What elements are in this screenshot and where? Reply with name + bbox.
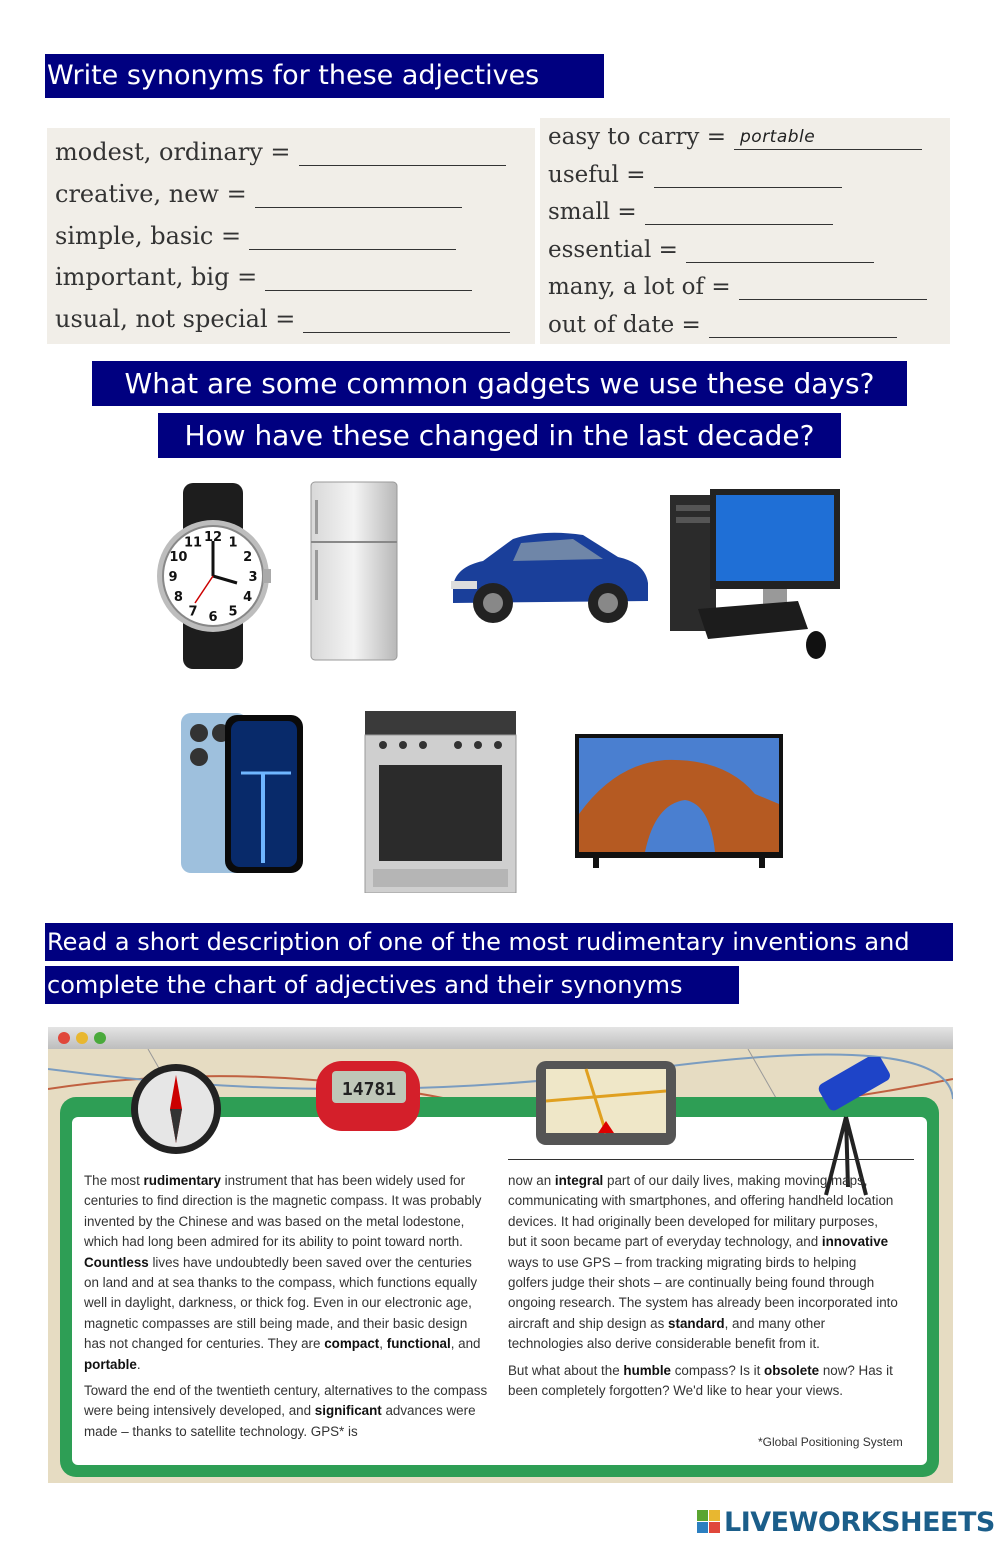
close-window-icon[interactable] [58, 1032, 70, 1044]
watch-numeral: 10 [169, 550, 188, 565]
article-column-left [84, 1171, 489, 1448]
minimize-window-icon[interactable] [76, 1032, 88, 1044]
watch-numeral: 5 [228, 604, 238, 620]
answer-input[interactable] [265, 268, 472, 290]
answer-blank[interactable] [265, 267, 472, 291]
answer-blank[interactable] [654, 164, 842, 188]
synonym-row: usual, not special = [55, 305, 510, 333]
synonym-row: useful = [548, 162, 842, 188]
article-paragraph: now an integral part of our daily lives, making moving maps, communicating with smartphones, and offering handheld location devices. It had originally been developed for military purposes, but it soon became part of everyday technology, and innovative ways to use GPS – from tracking migrating birds to helping golfers judge their shots – are continually being found through ongoing research. The system has already been incorporated into aircraft and ship design as standard, and many other technologies also derive considerable benefit from it. [508, 1173, 898, 1352]
synonym-row: small = [548, 199, 833, 225]
vocabulary-word: integral [554, 1173, 604, 1188]
synonym-row: essential = [548, 237, 874, 263]
synonym-row: modest, ordinary = [55, 138, 506, 166]
vocabulary-word: obsolete [764, 1362, 820, 1378]
vocabulary-word: standard [668, 1315, 725, 1331]
television-icon [575, 734, 783, 868]
answer-blank [734, 126, 922, 150]
watch-numeral: 3 [248, 570, 258, 585]
vocabulary-word: functional [386, 1336, 451, 1352]
synonym-row: creative, new = [55, 180, 462, 208]
footnote: *Global Positioning System [758, 1435, 903, 1449]
compass-icon [128, 1061, 224, 1157]
answer-input[interactable] [255, 185, 462, 207]
divider [508, 1159, 914, 1160]
synonym-row: many, a lot of = [548, 274, 927, 300]
liveworksheets-logo-icon [697, 1510, 721, 1534]
synonym-row: easy to carry = portable [548, 124, 922, 150]
answer-blank[interactable] [299, 142, 506, 166]
answer-input[interactable] [645, 202, 833, 224]
answer-input[interactable] [303, 310, 510, 332]
vocabulary-word: Countless [84, 1254, 149, 1270]
vocabulary-word: humble [623, 1362, 672, 1378]
vocabulary-word: innovative [821, 1234, 889, 1250]
gadgets-question-1: What are some common gadgets we use these days? [92, 361, 907, 406]
answer-blank[interactable] [709, 314, 897, 338]
answer-input[interactable] [249, 227, 456, 249]
answer-input[interactable] [739, 277, 927, 299]
watch-numeral: 11 [183, 535, 203, 551]
article-paragraph: The most rudimentary instrument that has been widely used for centuries to find direction is the magnetic compass. It was probably invented by the Chinese and was based on the metal lodestone, which had long been admired for its ability to point toward north. Countless lives have undoubtedly been saved over the centuries on land and at sea thanks to the compass, which functions equally well in daylight, darkness, or thick fog. Even in our electronic age, magnetic compasses are still being made, and their basic design has not changed for centuries. They are compact, functional, and portable. [84, 1173, 482, 1372]
watch-numeral: 6 [208, 610, 218, 625]
refrigerator-icon [309, 480, 399, 662]
answer-blank[interactable] [303, 309, 510, 333]
article-paragraph: But what about the humble compass? Is it obsolete now? Has it been completely forgotten? We'd like to hear your views. [508, 1362, 893, 1399]
synonym-row: simple, basic = [55, 222, 456, 250]
answer-blank[interactable] [255, 184, 462, 208]
vocabulary-word: portable [84, 1356, 137, 1372]
answer-input[interactable] [654, 165, 842, 187]
watch-numeral: 4 [243, 590, 253, 605]
article-window [48, 1027, 953, 1483]
answer-blank[interactable] [686, 239, 874, 263]
synonym-box-right [540, 118, 950, 344]
smartphone-icon [181, 713, 305, 875]
brand-name[interactable]: LIVEWORKSHEETS [724, 1507, 995, 1538]
synonym-row: important, big = [55, 263, 472, 291]
filled-answer: portable [740, 127, 816, 147]
reading-instruction-2: complete the chart of adjectives and their synonyms [45, 966, 739, 1004]
maximize-window-icon[interactable] [94, 1032, 106, 1044]
synonyms-heading: Write synonyms for these adjectives [45, 54, 604, 98]
wristwatch-icon [155, 483, 275, 669]
synonym-row: out of date = [548, 312, 897, 338]
watch-numeral: 8 [173, 590, 183, 605]
watch-numeral: 1 [228, 535, 238, 551]
article-paragraph: Toward the end of the twentieth century, alternatives to the compass were being intensively developed, and significant advances were made – thanks to satellite technology. GPS* is [84, 1383, 488, 1439]
desktop-computer-icon [668, 489, 843, 662]
answer-blank[interactable] [739, 276, 927, 300]
answer-input[interactable] [709, 315, 897, 337]
reading-instruction-1: Read a short description of one of the most rudimentary inventions and [45, 923, 953, 961]
watch-numeral: 9 [168, 570, 178, 585]
answer-blank[interactable] [249, 226, 456, 250]
car-icon [443, 517, 653, 627]
stove-oven-icon [363, 711, 518, 893]
watch-numeral: 2 [243, 550, 253, 565]
window-titlebar [48, 1027, 953, 1049]
vocabulary-word: rudimentary [143, 1173, 221, 1188]
answer-blank[interactable] [645, 201, 833, 225]
pedometer-display: 14781 [341, 1079, 397, 1100]
article-column-right [508, 1171, 908, 1407]
answer-input[interactable] [299, 143, 506, 165]
synonym-box-left [47, 128, 535, 344]
watch-numeral: 12 [203, 530, 223, 545]
vocabulary-word: significant [314, 1403, 382, 1419]
watch-numeral: 7 [188, 604, 198, 620]
pedometer-icon [312, 1055, 424, 1143]
vocabulary-word: compact [324, 1336, 380, 1352]
gadgets-question-2: How have these changed in the last decade? [158, 413, 841, 458]
answer-input[interactable] [686, 240, 874, 262]
gps-device-icon [536, 1061, 676, 1145]
